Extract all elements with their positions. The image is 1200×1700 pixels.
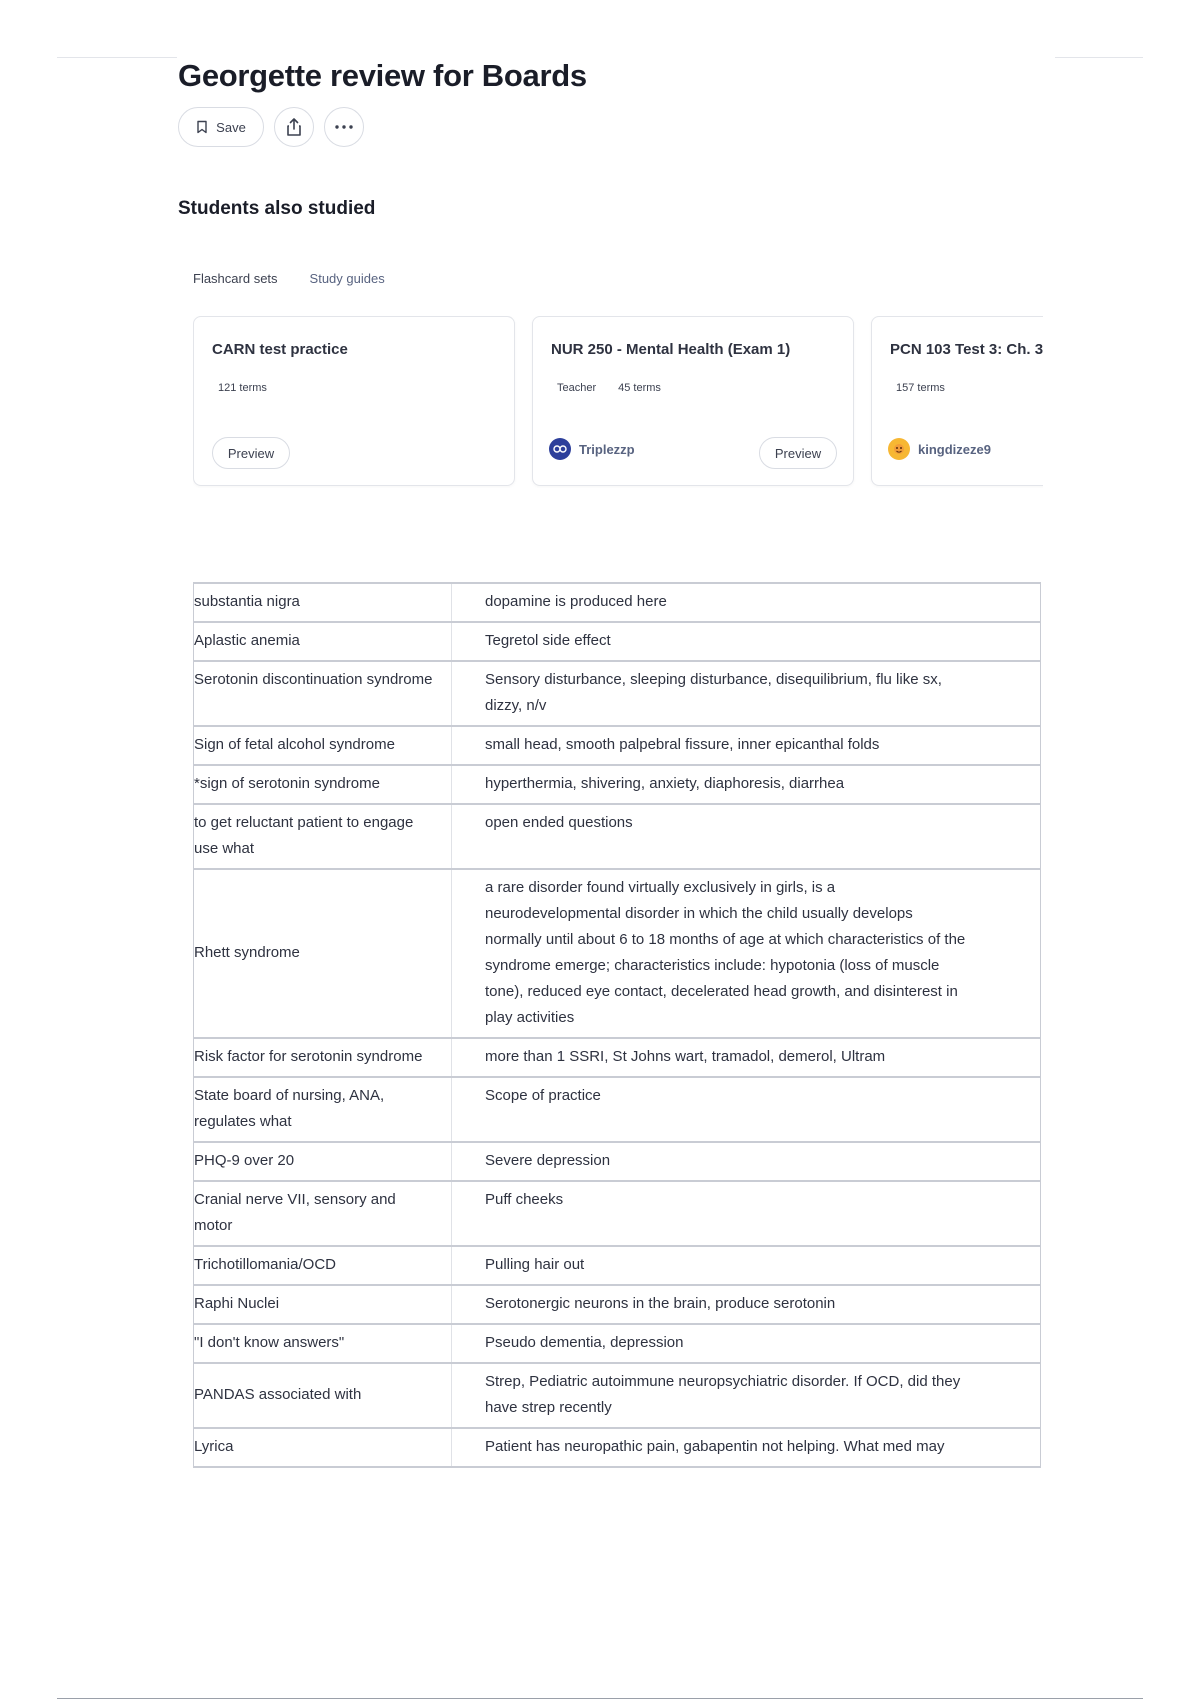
definition-cell: hyperthermia, shivering, anxiety, diaphoresis, diarrhea: [452, 765, 1041, 804]
term-cell: "I don't know answers": [194, 1324, 452, 1363]
table-row: [194, 804, 1041, 869]
top-divider-right: [1055, 57, 1143, 58]
term-cell: Sign of fetal alcohol syndrome: [194, 726, 452, 765]
avatar: [549, 438, 571, 460]
definition-cell: Pulling hair out: [452, 1246, 1041, 1285]
share-icon: [285, 117, 303, 137]
author-name: kingdizeze9: [918, 441, 991, 457]
definition-cell: Tegretol side effect: [452, 622, 1041, 661]
card-title: PCN 103 Test 3: Ch. 3: [890, 341, 1043, 358]
term-cell: Serotonin discontinuation syndrome: [194, 661, 452, 726]
definition-cell: Sensory disturbance, sleeping disturbance, disequilibrium, flu like sx, dizzy, n/v: [452, 661, 1041, 726]
definition-cell: a rare disorder found virtually exclusively in girls, is a neurodevelopmental disorder in which the child usually develops normally until about 6 to 18 months of age at which characteristics of the syndrome emerge; characteristics include: hypotonia (loss of muscle tone), reduced eye contact, decelerated head growth, and disinterest in play activities: [452, 869, 1041, 1038]
definition-cell: small head, smooth palpebral fissure, inner epicanthal folds: [452, 726, 1041, 765]
save-label: Save: [216, 119, 246, 135]
card-author[interactable]: [549, 438, 635, 460]
definition-cell: more than 1 SSRI, St Johns wart, tramadol, demerol, Ultram: [452, 1038, 1041, 1077]
term-cell: Cranial nerve VII, sensory and motor: [194, 1181, 452, 1246]
tab-flashcard-sets[interactable]: Flashcard sets: [193, 271, 278, 286]
card-title: NUR 250 - Mental Health (Exam 1): [551, 341, 791, 358]
teacher-badge: Teacher: [557, 382, 597, 394]
author-name: Triplezzp: [579, 441, 635, 457]
definition-cell: Severe depression: [452, 1142, 1041, 1181]
table-row: [194, 1142, 1041, 1181]
term-cell: to get reluctant patient to engage use what: [194, 804, 452, 869]
table-row: [194, 765, 1041, 804]
table-row: [194, 1285, 1041, 1324]
terms-count: 157 terms: [896, 382, 945, 394]
term-cell: Trichotillomania/OCD: [194, 1246, 452, 1285]
term-cell: Rhett syndrome: [194, 869, 452, 1038]
terms-count: 121 terms: [218, 382, 267, 394]
share-button[interactable]: [274, 107, 314, 147]
definition-cell: Serotonergic neurons in the brain, produce serotonin: [452, 1285, 1041, 1324]
preview-button[interactable]: Preview: [759, 437, 837, 469]
card-meta: [557, 382, 661, 394]
study-tabs: [193, 271, 385, 286]
term-cell: PANDAS associated with: [194, 1363, 452, 1428]
table-row: [194, 1077, 1041, 1142]
card-meta: [218, 382, 267, 394]
definition-cell: dopamine is produced here: [452, 583, 1041, 622]
table-row: [194, 1246, 1041, 1285]
table-row: [194, 1038, 1041, 1077]
bottom-divider: [57, 1698, 1143, 1699]
term-cell: PHQ-9 over 20: [194, 1142, 452, 1181]
definition-cell: Puff cheeks: [452, 1181, 1041, 1246]
card-title: CARN test practice: [212, 341, 348, 358]
term-cell: *sign of serotonin syndrome: [194, 765, 452, 804]
definition-cell: Patient has neuropathic pain, gabapentin not helping. What med may: [452, 1428, 1041, 1467]
study-set-carousel: [193, 316, 1043, 488]
set-actions: [178, 107, 364, 147]
term-cell: Lyrica: [194, 1428, 452, 1467]
bookmark-icon: [196, 120, 208, 134]
preview-button[interactable]: Preview: [212, 437, 290, 469]
term-cell: Raphi Nuclei: [194, 1285, 452, 1324]
table-row: [194, 869, 1041, 1038]
save-button[interactable]: [178, 107, 264, 147]
term-cell: Risk factor for serotonin syndrome: [194, 1038, 452, 1077]
study-set-card[interactable]: [532, 316, 854, 486]
card-meta: [896, 382, 945, 394]
table-row: [194, 583, 1041, 622]
terms-count: 45 terms: [618, 382, 661, 394]
term-cell: State board of nursing, ANA, regulates what: [194, 1077, 452, 1142]
study-set-card[interactable]: [193, 316, 515, 486]
table-row: [194, 1181, 1041, 1246]
table-row: [194, 726, 1041, 765]
card-author[interactable]: [888, 438, 991, 460]
term-cell: substantia nigra: [194, 583, 452, 622]
definition-cell: Pseudo dementia, depression: [452, 1324, 1041, 1363]
study-set-card[interactable]: [871, 316, 1043, 486]
more-horizontal-icon: [335, 125, 353, 129]
more-options-button[interactable]: [324, 107, 364, 147]
table-row: [194, 661, 1041, 726]
definition-cell: Scope of practice: [452, 1077, 1041, 1142]
top-divider-left: [57, 57, 177, 58]
definition-cell: Strep, Pediatric autoimmune neuropsychiatric disorder. If OCD, did they have strep recently: [452, 1363, 1041, 1428]
table-row: [194, 1363, 1041, 1428]
term-cell: Aplastic anemia: [194, 622, 452, 661]
table-row: [194, 1324, 1041, 1363]
definition-cell: open ended questions: [452, 804, 1041, 869]
table-row: [194, 1428, 1041, 1467]
avatar: [888, 438, 910, 460]
table-row: [194, 622, 1041, 661]
tab-study-guides[interactable]: Study guides: [309, 271, 385, 286]
students-also-studied-heading: Students also studied: [178, 198, 376, 219]
terms-table: [193, 582, 1041, 1468]
page-title: Georgette review for Boards: [178, 58, 587, 93]
